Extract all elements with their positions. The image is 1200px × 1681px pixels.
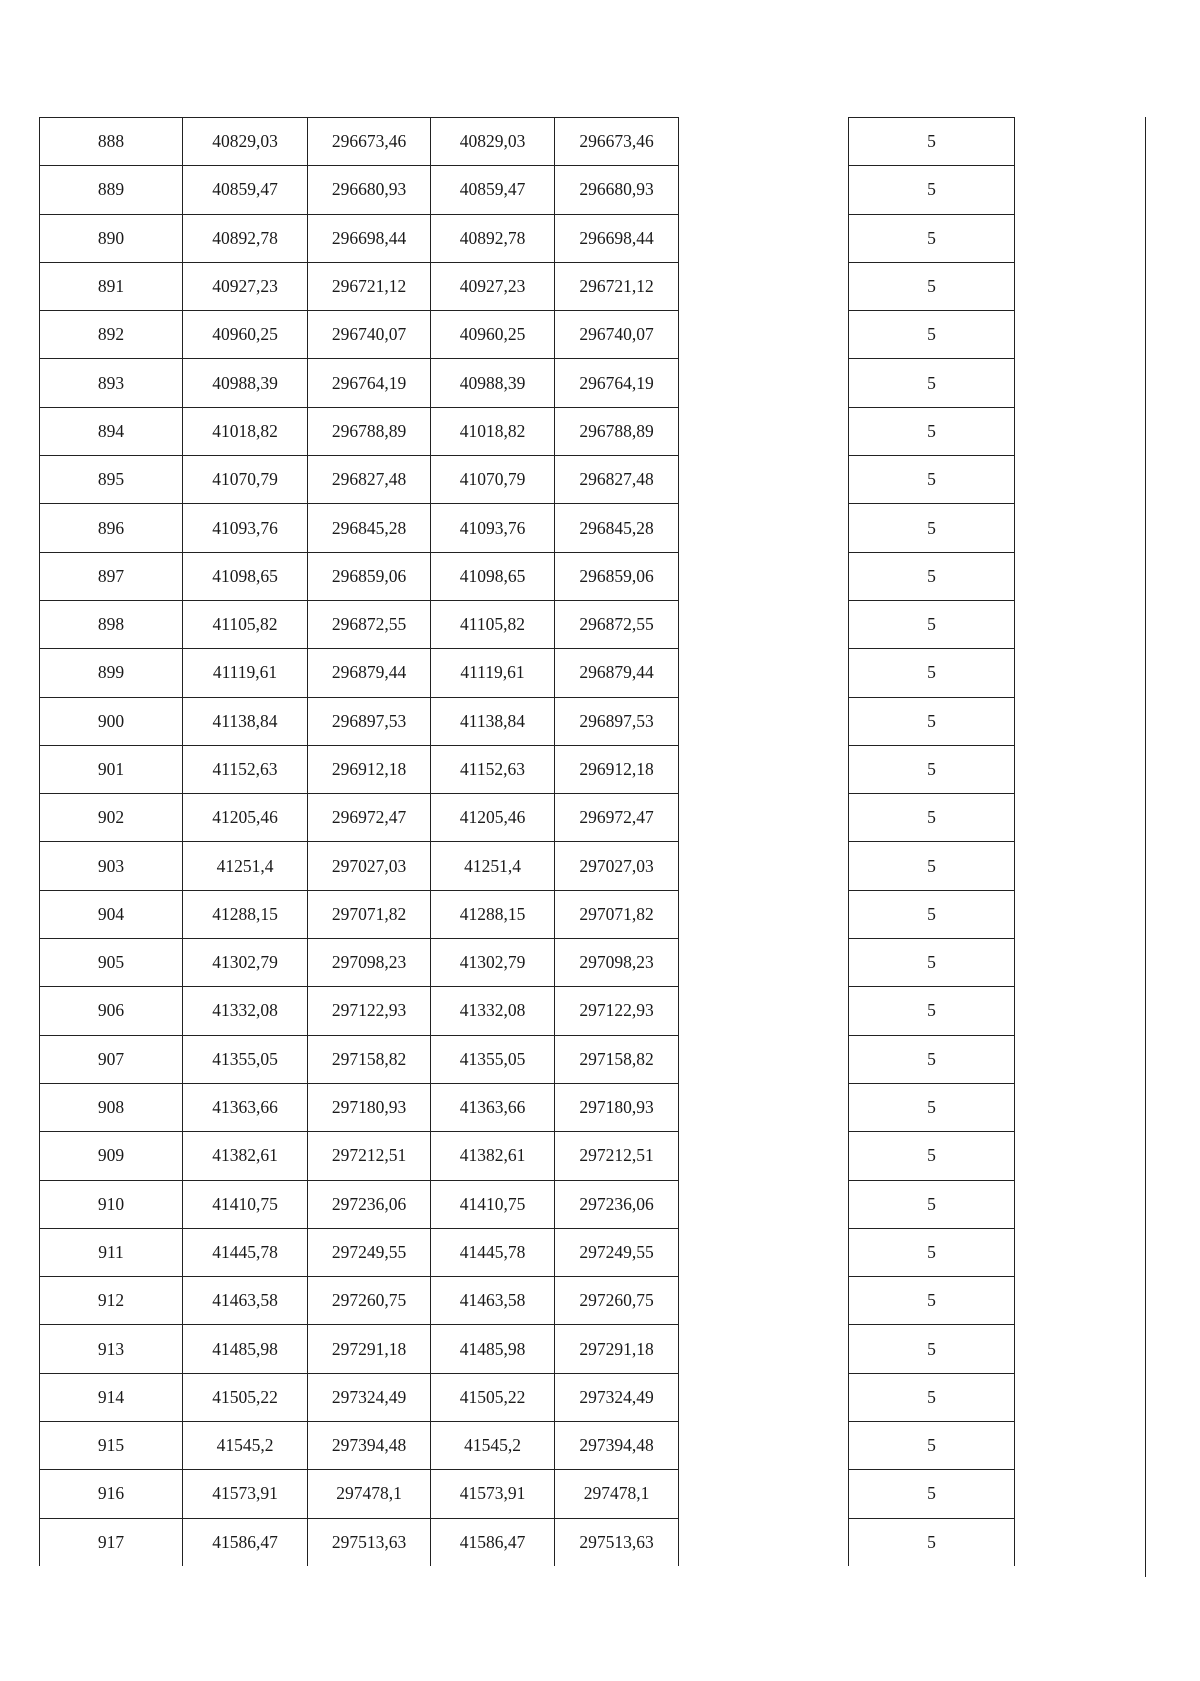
- point-number-cell: 905: [40, 939, 183, 987]
- x-coordinate-alt-cell: 41205,46: [431, 794, 555, 842]
- point-number-cell: 903: [40, 842, 183, 890]
- y-coordinate-cell: 296764,19: [308, 359, 431, 407]
- point-number-cell: 901: [40, 745, 183, 793]
- table-row: [40, 118, 679, 166]
- x-coordinate-cell: 41070,79: [183, 456, 308, 504]
- point-number-cell: 914: [40, 1373, 183, 1421]
- point-number-cell: 908: [40, 1083, 183, 1131]
- x-coordinate-cell: 41105,82: [183, 600, 308, 648]
- y-coordinate-alt-cell: 296721,12: [555, 262, 679, 310]
- value-cell: 5: [849, 1422, 1015, 1470]
- y-coordinate-cell: 297212,51: [308, 1132, 431, 1180]
- table-row: [40, 697, 679, 745]
- y-coordinate-alt-cell: 297249,55: [555, 1228, 679, 1276]
- value-cell: 5: [849, 1228, 1015, 1276]
- table-row: [40, 311, 679, 359]
- value-cell: 5: [849, 600, 1015, 648]
- table-row: [849, 1035, 1015, 1083]
- x-coordinate-alt-cell: 41382,61: [431, 1132, 555, 1180]
- x-coordinate-cell: 41410,75: [183, 1180, 308, 1228]
- y-coordinate-cell: 296897,53: [308, 697, 431, 745]
- value-cell: 5: [849, 407, 1015, 455]
- x-coordinate-alt-cell: 40960,25: [431, 311, 555, 359]
- value-cell: 5: [849, 166, 1015, 214]
- table-row: [40, 214, 679, 262]
- y-coordinate-alt-cell: 297212,51: [555, 1132, 679, 1180]
- y-coordinate-alt-cell: 297513,63: [555, 1518, 679, 1566]
- value-cell: 5: [849, 214, 1015, 262]
- value-cell: 5: [849, 1180, 1015, 1228]
- y-coordinate-cell: 297158,82: [308, 1035, 431, 1083]
- table-row: [40, 504, 679, 552]
- point-number-cell: 892: [40, 311, 183, 359]
- x-coordinate-alt-cell: 41485,98: [431, 1325, 555, 1373]
- table-row: [40, 987, 679, 1035]
- table-row: [849, 794, 1015, 842]
- table-row: [849, 359, 1015, 407]
- value-cell: 5: [849, 1277, 1015, 1325]
- table-row: [849, 600, 1015, 648]
- y-coordinate-cell: 296879,44: [308, 649, 431, 697]
- value-cell: 5: [849, 939, 1015, 987]
- x-coordinate-cell: 41138,84: [183, 697, 308, 745]
- x-coordinate-alt-cell: 41098,65: [431, 552, 555, 600]
- point-number-cell: 900: [40, 697, 183, 745]
- x-coordinate-alt-cell: 40927,23: [431, 262, 555, 310]
- point-number-cell: 910: [40, 1180, 183, 1228]
- x-coordinate-cell: 41302,79: [183, 939, 308, 987]
- x-coordinate-cell: 41251,4: [183, 842, 308, 890]
- x-coordinate-cell: 40988,39: [183, 359, 308, 407]
- x-coordinate-alt-cell: 41251,4: [431, 842, 555, 890]
- table-row: [40, 407, 679, 455]
- table-row: [40, 456, 679, 504]
- table-row: [40, 1325, 679, 1373]
- table-row: [849, 456, 1015, 504]
- table-row: [40, 842, 679, 890]
- y-coordinate-alt-cell: 296764,19: [555, 359, 679, 407]
- point-number-cell: 902: [40, 794, 183, 842]
- value-cell: 5: [849, 456, 1015, 504]
- y-coordinate-alt-cell: 296912,18: [555, 745, 679, 793]
- x-coordinate-cell: 41119,61: [183, 649, 308, 697]
- y-coordinate-cell: 296740,07: [308, 311, 431, 359]
- value-cell: 5: [849, 745, 1015, 793]
- y-coordinate-cell: 297324,49: [308, 1373, 431, 1421]
- y-coordinate-alt-cell: 297324,49: [555, 1373, 679, 1421]
- table-row: [849, 1083, 1015, 1131]
- x-coordinate-alt-cell: 41463,58: [431, 1277, 555, 1325]
- y-coordinate-alt-cell: 297180,93: [555, 1083, 679, 1131]
- value-table: [848, 117, 1015, 1566]
- y-coordinate-cell: 296859,06: [308, 552, 431, 600]
- y-coordinate-cell: 297260,75: [308, 1277, 431, 1325]
- point-number-cell: 909: [40, 1132, 183, 1180]
- point-number-cell: 894: [40, 407, 183, 455]
- y-coordinate-cell: 296912,18: [308, 745, 431, 793]
- x-coordinate-alt-cell: 41573,91: [431, 1470, 555, 1518]
- value-cell: 5: [849, 262, 1015, 310]
- y-coordinate-cell: 297071,82: [308, 890, 431, 938]
- point-number-cell: 896: [40, 504, 183, 552]
- x-coordinate-cell: 41205,46: [183, 794, 308, 842]
- point-number-cell: 888: [40, 118, 183, 166]
- x-coordinate-alt-cell: 41093,76: [431, 504, 555, 552]
- point-number-cell: 890: [40, 214, 183, 262]
- y-coordinate-cell: 297180,93: [308, 1083, 431, 1131]
- y-coordinate-alt-cell: 296872,55: [555, 600, 679, 648]
- table-row: [40, 1132, 679, 1180]
- value-cell: 5: [849, 359, 1015, 407]
- x-coordinate-alt-cell: 41302,79: [431, 939, 555, 987]
- table-row: [849, 166, 1015, 214]
- value-cell: 5: [849, 1325, 1015, 1373]
- table-row: [849, 939, 1015, 987]
- value-cell: 5: [849, 1470, 1015, 1518]
- table-row: [40, 794, 679, 842]
- y-coordinate-alt-cell: 297291,18: [555, 1325, 679, 1373]
- x-coordinate-alt-cell: 40988,39: [431, 359, 555, 407]
- x-coordinate-cell: 41018,82: [183, 407, 308, 455]
- point-number-cell: 899: [40, 649, 183, 697]
- x-coordinate-cell: 40829,03: [183, 118, 308, 166]
- x-coordinate-alt-cell: 41332,08: [431, 987, 555, 1035]
- value-cell: 5: [849, 552, 1015, 600]
- point-number-cell: 907: [40, 1035, 183, 1083]
- table-row: [849, 1325, 1015, 1373]
- y-coordinate-alt-cell: 296972,47: [555, 794, 679, 842]
- value-cell: 5: [849, 649, 1015, 697]
- y-coordinate-alt-cell: 296788,89: [555, 407, 679, 455]
- y-coordinate-cell: 297394,48: [308, 1422, 431, 1470]
- table-row: [40, 890, 679, 938]
- table-row: [40, 166, 679, 214]
- x-coordinate-cell: 41332,08: [183, 987, 308, 1035]
- value-cell: 5: [849, 697, 1015, 745]
- x-coordinate-alt-cell: 41070,79: [431, 456, 555, 504]
- point-number-cell: 898: [40, 600, 183, 648]
- table-row: [849, 842, 1015, 890]
- y-coordinate-cell: 296827,48: [308, 456, 431, 504]
- point-number-cell: 912: [40, 1277, 183, 1325]
- value-cell: 5: [849, 504, 1015, 552]
- table-row: [849, 697, 1015, 745]
- point-number-cell: 889: [40, 166, 183, 214]
- x-coordinate-alt-cell: 41119,61: [431, 649, 555, 697]
- table-row: [849, 214, 1015, 262]
- x-coordinate-cell: 41505,22: [183, 1373, 308, 1421]
- point-number-cell: 895: [40, 456, 183, 504]
- x-coordinate-cell: 41093,76: [183, 504, 308, 552]
- point-number-cell: 917: [40, 1518, 183, 1566]
- x-coordinate-cell: 41586,47: [183, 1518, 308, 1566]
- x-coordinate-cell: 41098,65: [183, 552, 308, 600]
- table-row: [40, 939, 679, 987]
- table-row: [849, 1422, 1015, 1470]
- x-coordinate-alt-cell: 41138,84: [431, 697, 555, 745]
- y-coordinate-alt-cell: 297122,93: [555, 987, 679, 1035]
- x-coordinate-cell: 41573,91: [183, 1470, 308, 1518]
- value-cell: 5: [849, 1035, 1015, 1083]
- value-cell: 5: [849, 311, 1015, 359]
- y-coordinate-cell: 296680,93: [308, 166, 431, 214]
- table-row: [849, 1132, 1015, 1180]
- value-cell: 5: [849, 1373, 1015, 1421]
- point-number-cell: 893: [40, 359, 183, 407]
- x-coordinate-alt-cell: 41288,15: [431, 890, 555, 938]
- value-cell: 5: [849, 118, 1015, 166]
- x-coordinate-cell: 41545,2: [183, 1422, 308, 1470]
- y-coordinate-cell: 297291,18: [308, 1325, 431, 1373]
- x-coordinate-alt-cell: 41505,22: [431, 1373, 555, 1421]
- y-coordinate-cell: 297122,93: [308, 987, 431, 1035]
- table-row: [40, 262, 679, 310]
- x-coordinate-cell: 41288,15: [183, 890, 308, 938]
- y-coordinate-alt-cell: 296698,44: [555, 214, 679, 262]
- point-number-cell: 897: [40, 552, 183, 600]
- table-row: [849, 552, 1015, 600]
- coordinate-table-body: [40, 118, 679, 1566]
- y-coordinate-alt-cell: 297394,48: [555, 1422, 679, 1470]
- y-coordinate-cell: 296788,89: [308, 407, 431, 455]
- y-coordinate-alt-cell: 297071,82: [555, 890, 679, 938]
- x-coordinate-cell: 41355,05: [183, 1035, 308, 1083]
- table-row: [849, 1518, 1015, 1566]
- x-coordinate-cell: 40960,25: [183, 311, 308, 359]
- table-row: [849, 1373, 1015, 1421]
- table-row: [849, 1277, 1015, 1325]
- x-coordinate-cell: 41382,61: [183, 1132, 308, 1180]
- y-coordinate-cell: 297249,55: [308, 1228, 431, 1276]
- y-coordinate-alt-cell: 297098,23: [555, 939, 679, 987]
- x-coordinate-cell: 40927,23: [183, 262, 308, 310]
- value-cell: 5: [849, 842, 1015, 890]
- x-coordinate-alt-cell: 41105,82: [431, 600, 555, 648]
- x-coordinate-alt-cell: 41355,05: [431, 1035, 555, 1083]
- table-row: [849, 649, 1015, 697]
- value-cell: 5: [849, 1132, 1015, 1180]
- y-coordinate-alt-cell: 296897,53: [555, 697, 679, 745]
- coordinate-table: [39, 117, 679, 1566]
- table-row: [40, 600, 679, 648]
- table-row: [40, 1422, 679, 1470]
- x-coordinate-alt-cell: 41363,66: [431, 1083, 555, 1131]
- table-row: [40, 745, 679, 793]
- table-row: [849, 1470, 1015, 1518]
- y-coordinate-cell: 297027,03: [308, 842, 431, 890]
- y-coordinate-alt-cell: 297260,75: [555, 1277, 679, 1325]
- point-number-cell: 916: [40, 1470, 183, 1518]
- y-coordinate-alt-cell: 296673,46: [555, 118, 679, 166]
- y-coordinate-alt-cell: 296845,28: [555, 504, 679, 552]
- value-cell: 5: [849, 1518, 1015, 1566]
- x-coordinate-alt-cell: 40859,47: [431, 166, 555, 214]
- value-cell: 5: [849, 890, 1015, 938]
- table-row: [40, 1180, 679, 1228]
- table-row: [849, 311, 1015, 359]
- table-row: [40, 1277, 679, 1325]
- table-row: [849, 262, 1015, 310]
- table-row: [849, 745, 1015, 793]
- table-row: [40, 1373, 679, 1421]
- table-row: [849, 987, 1015, 1035]
- y-coordinate-cell: 297098,23: [308, 939, 431, 987]
- table-row: [40, 1518, 679, 1566]
- table-row: [849, 504, 1015, 552]
- x-coordinate-alt-cell: 41545,2: [431, 1422, 555, 1470]
- table-row: [40, 359, 679, 407]
- x-coordinate-cell: 40859,47: [183, 166, 308, 214]
- y-coordinate-alt-cell: 297236,06: [555, 1180, 679, 1228]
- y-coordinate-alt-cell: 296827,48: [555, 456, 679, 504]
- point-number-cell: 915: [40, 1422, 183, 1470]
- x-coordinate-alt-cell: 40892,78: [431, 214, 555, 262]
- y-coordinate-alt-cell: 296740,07: [555, 311, 679, 359]
- x-coordinate-alt-cell: 41586,47: [431, 1518, 555, 1566]
- point-number-cell: 911: [40, 1228, 183, 1276]
- x-coordinate-cell: 40892,78: [183, 214, 308, 262]
- value-cell: 5: [849, 794, 1015, 842]
- x-coordinate-alt-cell: 41410,75: [431, 1180, 555, 1228]
- table-row: [40, 1470, 679, 1518]
- table-row: [40, 1083, 679, 1131]
- y-coordinate-alt-cell: 297027,03: [555, 842, 679, 890]
- x-coordinate-cell: 41152,63: [183, 745, 308, 793]
- table-row: [40, 1228, 679, 1276]
- table-row: [849, 890, 1015, 938]
- x-coordinate-alt-cell: 41018,82: [431, 407, 555, 455]
- x-coordinate-alt-cell: 41152,63: [431, 745, 555, 793]
- y-coordinate-cell: 296721,12: [308, 262, 431, 310]
- y-coordinate-alt-cell: 296680,93: [555, 166, 679, 214]
- right-border-line: [1145, 117, 1146, 1577]
- point-number-cell: 891: [40, 262, 183, 310]
- x-coordinate-cell: 41463,58: [183, 1277, 308, 1325]
- value-cell: 5: [849, 1083, 1015, 1131]
- table-row: [40, 1035, 679, 1083]
- y-coordinate-cell: 296845,28: [308, 504, 431, 552]
- y-coordinate-cell: 297236,06: [308, 1180, 431, 1228]
- table-row: [849, 1180, 1015, 1228]
- value-cell: 5: [849, 987, 1015, 1035]
- y-coordinate-alt-cell: 296859,06: [555, 552, 679, 600]
- x-coordinate-alt-cell: 41445,78: [431, 1228, 555, 1276]
- y-coordinate-cell: 296698,44: [308, 214, 431, 262]
- table-row: [849, 407, 1015, 455]
- value-table-body: [849, 118, 1015, 1566]
- y-coordinate-alt-cell: 297158,82: [555, 1035, 679, 1083]
- x-coordinate-cell: 41445,78: [183, 1228, 308, 1276]
- y-coordinate-cell: 297513,63: [308, 1518, 431, 1566]
- y-coordinate-alt-cell: 296879,44: [555, 649, 679, 697]
- x-coordinate-cell: 41363,66: [183, 1083, 308, 1131]
- y-coordinate-cell: 296872,55: [308, 600, 431, 648]
- y-coordinate-cell: 296673,46: [308, 118, 431, 166]
- table-row: [40, 552, 679, 600]
- x-coordinate-alt-cell: 40829,03: [431, 118, 555, 166]
- y-coordinate-alt-cell: 297478,1: [555, 1470, 679, 1518]
- y-coordinate-cell: 297478,1: [308, 1470, 431, 1518]
- table-row: [849, 118, 1015, 166]
- x-coordinate-cell: 41485,98: [183, 1325, 308, 1373]
- point-number-cell: 904: [40, 890, 183, 938]
- point-number-cell: 906: [40, 987, 183, 1035]
- y-coordinate-cell: 296972,47: [308, 794, 431, 842]
- table-row: [40, 649, 679, 697]
- table-row: [849, 1228, 1015, 1276]
- point-number-cell: 913: [40, 1325, 183, 1373]
